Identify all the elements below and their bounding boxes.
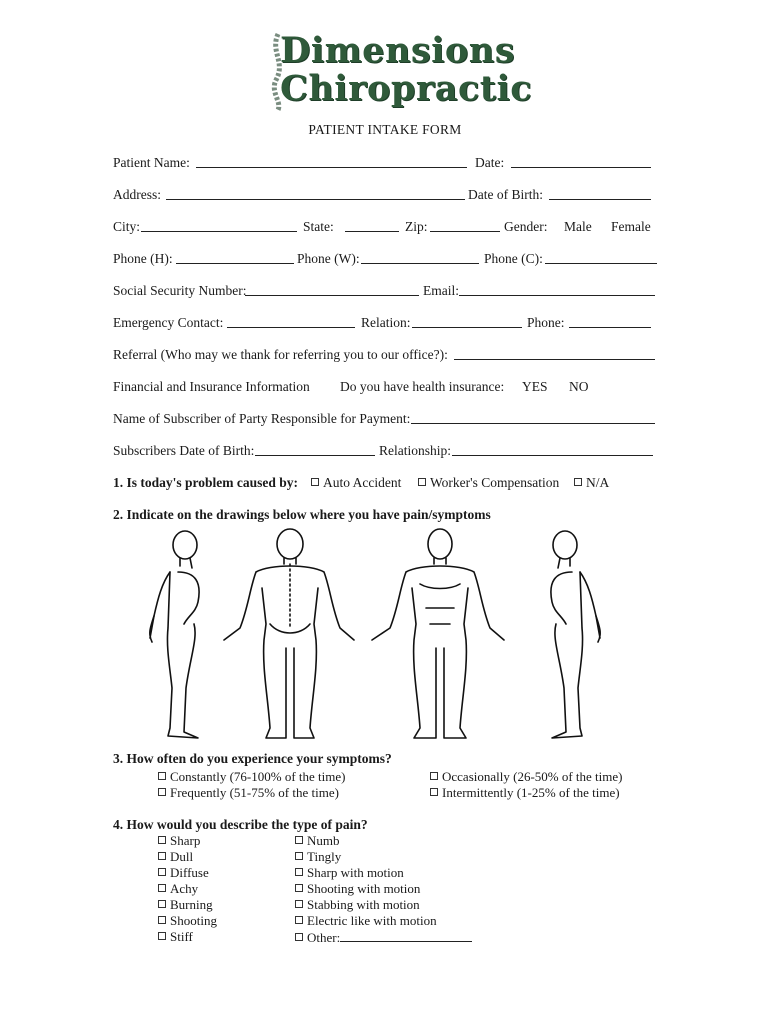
pain-other-field[interactable] xyxy=(340,929,472,942)
option-label: Intermittently (1-25% of the time) xyxy=(442,785,620,800)
subscriber-field[interactable] xyxy=(411,411,655,424)
checkbox-icon xyxy=(158,916,166,924)
pain-achy[interactable] xyxy=(158,881,198,897)
checkbox-icon xyxy=(158,852,166,860)
email-label: Email: xyxy=(423,283,459,298)
option-label: Shooting xyxy=(170,913,217,928)
date-label: Date: xyxy=(475,155,505,170)
body-front[interactable] xyxy=(372,529,504,738)
checkbox-icon xyxy=(158,788,166,796)
city-label: City: xyxy=(113,219,141,234)
option-label: Constantly (76-100% of the time) xyxy=(170,769,346,784)
option-frequently[interactable] xyxy=(158,785,339,801)
insurance-yes-option[interactable]: YES xyxy=(522,379,548,394)
checkbox-icon xyxy=(430,788,438,796)
gender-male-option[interactable]: Male xyxy=(564,219,592,234)
referral-label: Referral (Who may we thank for referring you to our office?): xyxy=(113,347,448,362)
address-label: Address: xyxy=(113,187,161,202)
pain-sharp-motion[interactable] xyxy=(295,865,404,881)
option-label: Occasionally (26-50% of the time) xyxy=(442,769,623,784)
checkbox-icon xyxy=(158,836,166,844)
option-label: Stabbing with motion xyxy=(307,897,420,912)
email-field[interactable] xyxy=(459,283,655,296)
option-label: Electric like with motion xyxy=(307,913,437,928)
city-field[interactable] xyxy=(141,219,297,232)
clinic-logo xyxy=(256,30,533,116)
dob-field[interactable] xyxy=(549,187,651,200)
emergency-label: Emergency Contact: xyxy=(113,315,224,330)
pain-diffuse[interactable] xyxy=(158,865,209,881)
option-label: Auto Accident xyxy=(323,475,402,490)
pain-stabbing-motion[interactable] xyxy=(295,897,420,913)
question-2-label: 2. Indicate on the drawings below where you have pain/symptoms xyxy=(113,507,491,522)
zip-label: Zip: xyxy=(405,219,428,234)
patient-name-field[interactable] xyxy=(196,155,467,168)
body-back[interactable] xyxy=(224,529,354,738)
checkbox-icon xyxy=(158,932,166,940)
subscriber-dob-field[interactable] xyxy=(255,443,375,456)
checkbox-icon xyxy=(295,916,303,924)
checkbox-icon xyxy=(311,478,319,486)
option-label: Burning xyxy=(170,897,213,912)
phone-work-label: Phone (W): xyxy=(297,251,360,266)
option-occasionally[interactable] xyxy=(430,769,623,785)
option-na[interactable] xyxy=(574,475,609,491)
pain-burning[interactable] xyxy=(158,897,213,913)
option-label: Diffuse xyxy=(170,865,209,880)
body-side-left[interactable] xyxy=(551,531,600,738)
option-label: Tingly xyxy=(307,849,342,864)
pain-shooting[interactable] xyxy=(158,913,217,929)
option-label: Worker's Compensation xyxy=(430,475,560,490)
logo-text-dimensions: Dimensions xyxy=(280,30,515,71)
patient-name-label: Patient Name: xyxy=(113,155,190,170)
financial-heading: Financial and Insurance Information xyxy=(113,379,310,394)
state-field[interactable] xyxy=(345,219,399,232)
option-label: Sharp with motion xyxy=(307,865,404,880)
option-label: Frequently (51-75% of the time) xyxy=(170,785,339,800)
checkbox-icon xyxy=(295,933,303,941)
referral-field[interactable] xyxy=(454,347,655,360)
checkbox-icon xyxy=(158,868,166,876)
checkbox-icon xyxy=(430,772,438,780)
phone-cell-label: Phone (C): xyxy=(484,251,543,266)
phone-work-field[interactable] xyxy=(361,251,479,264)
emergency-phone-label: Phone: xyxy=(527,315,565,330)
option-label: N/A xyxy=(586,475,610,490)
address-field[interactable] xyxy=(166,187,465,200)
pain-sharp[interactable] xyxy=(158,833,200,849)
option-label: Shooting with motion xyxy=(307,881,421,896)
checkbox-icon xyxy=(158,772,166,780)
relation-label: Relation: xyxy=(361,315,411,330)
phone-home-field[interactable] xyxy=(176,251,294,264)
phone-cell-field[interactable] xyxy=(545,251,657,264)
checkbox-icon xyxy=(295,868,303,876)
insurance-no-option[interactable]: NO xyxy=(569,379,589,394)
question-1-label: 1. Is today's problem caused by: xyxy=(113,475,299,490)
emergency-field[interactable] xyxy=(227,315,355,328)
body-side-right[interactable] xyxy=(150,531,199,738)
option-label: Stiff xyxy=(170,929,193,944)
checkbox-icon xyxy=(295,900,303,908)
emergency-phone-field[interactable] xyxy=(569,315,651,328)
ssn-field[interactable] xyxy=(245,283,419,296)
checkbox-icon xyxy=(418,478,426,486)
date-field[interactable] xyxy=(511,155,651,168)
relation-field[interactable] xyxy=(412,315,522,328)
checkbox-icon xyxy=(158,884,166,892)
relationship-field[interactable] xyxy=(452,443,653,456)
option-label: Dull xyxy=(170,849,194,864)
checkbox-icon xyxy=(295,884,303,892)
option-intermittently[interactable] xyxy=(430,785,620,801)
option-label: Sharp xyxy=(170,833,201,848)
pain-dull[interactable] xyxy=(158,849,193,865)
pain-electric-motion[interactable] xyxy=(295,913,437,929)
option-label: Other: xyxy=(307,930,341,945)
pain-stiff[interactable] xyxy=(158,929,193,945)
pain-shooting-motion[interactable] xyxy=(295,881,420,897)
question-4-label: 4. How would you describe the type of pain? xyxy=(113,817,368,832)
relationship-label: Relationship: xyxy=(379,443,451,458)
option-workers-comp[interactable] xyxy=(418,475,559,491)
option-constantly[interactable] xyxy=(158,769,345,785)
option-auto-accident[interactable] xyxy=(311,475,401,491)
body-diagrams[interactable] xyxy=(140,528,620,742)
gender-label: Gender: xyxy=(504,219,548,234)
checkbox-icon xyxy=(295,852,303,860)
insurance-question: Do you have health insurance: xyxy=(340,379,505,394)
pain-numb[interactable] xyxy=(295,833,340,849)
subscriber-label: Name of Subscriber of Party Responsible for Payment: xyxy=(113,411,411,426)
phone-home-label: Phone (H): xyxy=(113,251,173,266)
pain-other[interactable] xyxy=(295,929,472,946)
logo-text-chiropractic: Chiropractic xyxy=(280,68,533,109)
option-label: Achy xyxy=(170,881,199,896)
checkbox-icon xyxy=(295,836,303,844)
gender-female-option[interactable]: Female xyxy=(611,219,651,234)
subscriber-dob-label: Subscribers Date of Birth: xyxy=(113,443,255,458)
checkbox-icon xyxy=(574,478,582,486)
zip-field[interactable] xyxy=(430,219,500,232)
state-label: State: xyxy=(303,219,334,234)
checkbox-icon xyxy=(158,900,166,908)
pain-tingly[interactable] xyxy=(295,849,341,865)
dob-label: Date of Birth: xyxy=(468,187,543,202)
ssn-label: Social Security Number: xyxy=(113,283,247,298)
option-label: Numb xyxy=(307,833,340,848)
form-title: PATIENT INTAKE FORM xyxy=(308,122,462,137)
question-3-label: 3. How often do you experience your symptoms? xyxy=(113,751,392,766)
